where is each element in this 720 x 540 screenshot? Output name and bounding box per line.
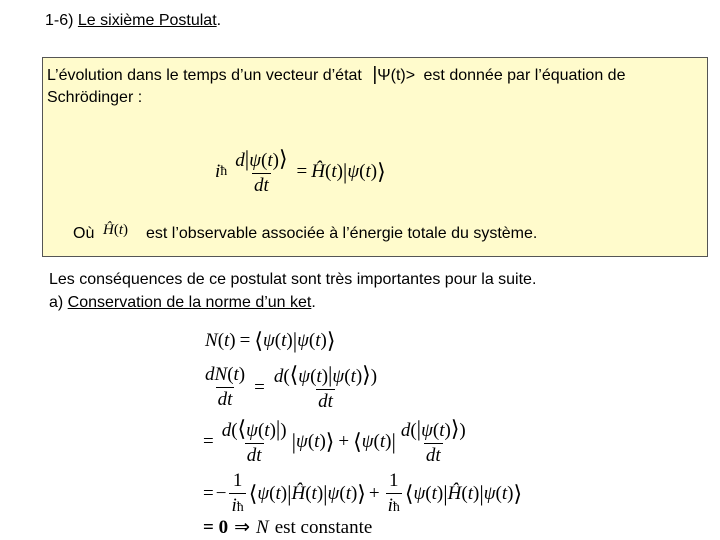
postulate-line-2: Schrödinger :: [47, 89, 143, 106]
subheading-title: Conservation de la norme d’un ket: [67, 294, 312, 311]
postulate-line-1: [47, 65, 625, 86]
psi-ket: |Ψ(t)>: [372, 64, 416, 85]
postulate-text-start: L’évolution dans le temps d’un vecteur d’état: [47, 67, 362, 84]
schrodinger-equation: i ħ $\frac{d|\psi(t)⟩}{dt}$ = Ĥ ( t ) | ψ ( t ) ⟩: [215, 146, 386, 196]
norm-derivative: $\frac{dN(t)}{dt}$ = $\frac{d(⟨\psi(t)|\psi(t)⟩)}{dt}$: [205, 362, 378, 412]
norm-definition: N ( t ) = ⟨ ψ ( t ) | ψ ( t ) ⟩: [205, 328, 336, 353]
hamiltonian-symbol: Ĥ(t): [103, 222, 129, 238]
psi-ket-symbol: Ψ(t): [377, 67, 406, 84]
section-heading: [45, 11, 221, 31]
norm-symbol: N: [256, 516, 269, 538]
postulate-box: [42, 57, 708, 257]
subheading-label: a): [49, 294, 68, 311]
heading-number: 1-6): [45, 12, 78, 29]
postulate-text-end: est donnée par l’équation de: [423, 67, 626, 84]
consequences-text: Les conséquences de ce postulat sont très importantes pour la suite.: [49, 271, 537, 288]
conclusion-equation: [203, 516, 372, 539]
subheading-dot: .: [311, 294, 316, 311]
product-rule-expansion: = $\frac{d(⟨\psi(t)|)}{dt}$ | ψ ( t ) ⟩ + ⟨ ψ ( t ) | $\frac{d(|\psi(t)⟩)}{dt}$: [203, 416, 466, 466]
observable-description: est l’observable associée à l’énergie totale du système.: [146, 225, 538, 242]
heading-title: Le sixième Postulat: [77, 12, 217, 29]
heading-dot: .: [216, 12, 222, 29]
implies-arrow: ⇒: [234, 517, 250, 538]
ou-label: Où: [73, 225, 95, 242]
constant-text: est constante: [274, 516, 373, 538]
equals-zero: = 0: [203, 516, 229, 538]
hamiltonian-expansion: = − $\frac{1}{iħ}$ ⟨ ψ ( t ) | Ĥ ( t ) | ψ ( t ) ⟩ + $\frac{1}{iħ}$ ⟨ ψ ( t ) | Ĥ ( t ) | ψ ( t ) ⟩: [203, 470, 523, 516]
subheading: [49, 293, 316, 313]
